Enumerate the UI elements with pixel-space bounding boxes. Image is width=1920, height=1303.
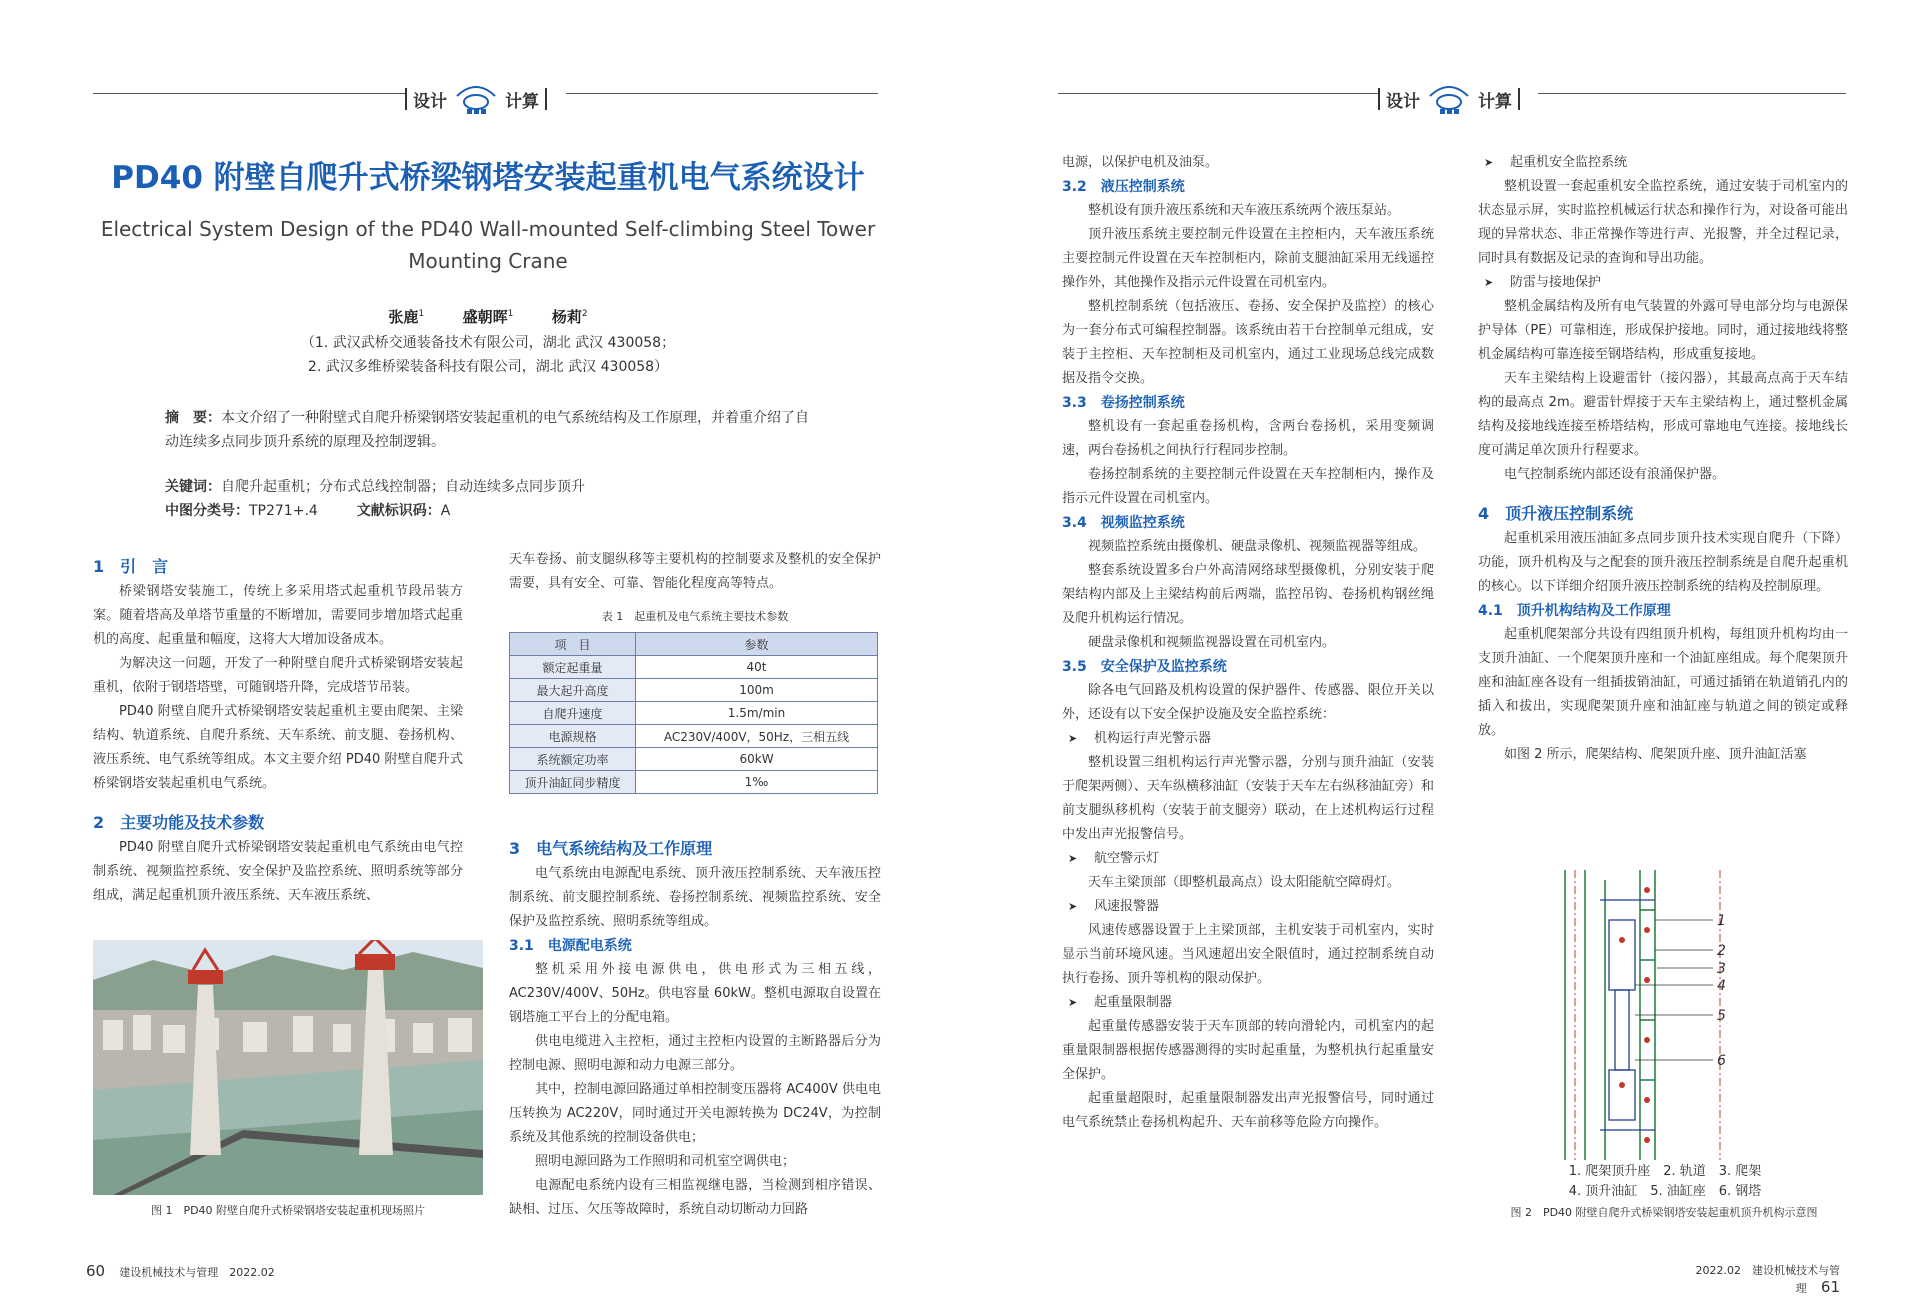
bullet-wind-alarm: ➤ 风速报警器 [1062,895,1434,919]
table-row [510,702,878,725]
table-1 [509,632,878,794]
table-row [510,725,878,748]
header-badge [405,82,547,116]
figure-2-label: 6 [1717,1053,1726,1069]
s32-paragraph-3: 整机控制系统（包括液压、卷扬、安全保护及监控）的核心为一套分布式可编程控制器。该系统由若干台控制单元组成，安装于主控柜、天车控制柜及司机室内，通过工业现场总线完成数据及指令交换。 [1062,299,1434,386]
table-row [510,679,878,702]
figure-2-diagram [1545,870,1785,1160]
section-2-title: 2 主要功能及技术参数 [93,813,265,832]
s3-paragraph-1: 电气系统由电源配电系统、顶升液压控制系统、天车液压控制系统、前支腿控制系统、卷扬控制系统、视频监控系统、安全保护及监控系统、照明系统等组成。 [509,866,881,929]
page-number-left: 60 [86,1262,106,1280]
bullet-4-paragraph-2: 起重量超限时，起重量限制器发出声光报警信号，同时通过电气系统禁止卷扬机构起升、天车前移等危险方向操作。 [1062,1091,1434,1130]
left-column-2 [509,548,881,1222]
table-cell: 电源规格 [510,725,636,748]
title-en [93,213,883,277]
col2-paragraph-1: 天车卷扬、前支腿纵移等主要机构的控制要求及整机的安全保护需要，具有安全、可靠、智能化程度高等特点。 [509,552,881,591]
cloud-computing-icon [1426,82,1472,116]
header-rule-left-2 [566,93,878,94]
table-row [510,771,878,794]
figure-2-label: 3 [1717,961,1726,977]
table-cell: 100m [636,679,878,702]
figure-2-label: 5 [1717,1008,1726,1024]
c3-paragraph-0: 电源，以保护电机及油泵。 [1062,155,1219,170]
bullet-6-paragraph-3: 电气控制系统内部还设有浪涌保护器。 [1504,467,1726,482]
bullet-lightning-ground: ➤ 防雷与接地保护 [1478,271,1848,295]
bullet-warning-alarm: ➤ 机构运行声光警示器 [1062,727,1434,751]
section-4-title: 4 顶升液压控制系统 [1478,504,1634,523]
table-cell: 最大起升高度 [510,679,636,702]
s31-paragraph-2: 供电电缆进入主控柜，通过主控柜内设置的主断路器后分为控制电源、照明电源和动力电源三部分。 [509,1034,881,1073]
s1-paragraph-2: 为解决这一问题，开发了一种附壁自爬升式桥梁钢塔安装起重机，依附于钢塔塔壁，可随钢塔升降，完成塔节吊装。 [93,656,463,695]
s31-paragraph-3: 其中，控制电源回路通过单相控制变压器将 AC400V 供电电压转换为 AC220V，同时通过开关电源转换为 DC24V，为控制系统及其他系统的控制设备供电； [509,1082,881,1145]
s41-paragraph-2: 如图 2 所示，爬架结构、爬架顶升座、顶升油缸活塞 [1504,747,1807,762]
section-1-title: 1 引 言 [93,557,169,576]
figure-2-legend-line1: 1. 爬架顶升座 2. 轨道 3. 爬架 [1568,1164,1762,1179]
table-row [510,748,878,771]
clc-value: TP271+.4 [249,503,318,519]
table-cell: 1‰ [636,771,878,794]
bullet-load-limiter: ➤ 起重量限制器 [1062,991,1434,1015]
s31-paragraph-5: 电源配电系统内设有三相监视继电器，当检测到相序错误、缺相、过压、欠压等故障时，系统自动切断动力回路 [509,1178,881,1217]
s2-paragraph-1: PD40 附壁自爬升式桥梁钢塔安装起重机电气系统由电气控制系统、视频监控系统、安全保护及监控系统、照明系统等部分组成，满足起重机顶升液压系统、天车液压系统、 [93,840,463,903]
s33-paragraph-1: 整机设有一套起重卷扬机构，含两台卷扬机，采用变频调速，两台卷扬机之间执行行程同步控制。 [1062,419,1434,458]
journal-right: 2022.02 建设机械技术与管理 [1695,1264,1840,1295]
figure-2-legend [1545,1162,1785,1202]
bullet-aviation-light: ➤ 航空警示灯 [1062,847,1434,871]
figure-2-legend-line2: 4. 顶升油缸 5. 油缸座 6. 钢塔 [1568,1184,1762,1199]
table-1-caption: 表 1 起重机及电气系统主要技术参数 [601,610,789,623]
table-cell: 40t [636,656,878,679]
s35-paragraph-1: 除各电气回路及机构设置的保护器件、传感器、限位开关以外，还设有以下安全保护设施及安全监控系统： [1062,683,1434,722]
doc-value: A [440,503,451,519]
figure-1-caption: 图 1 PD40 附壁自爬升式桥梁钢塔安装起重机现场照片 [150,1204,426,1217]
page-number-right: 61 [1820,1278,1840,1296]
table-row [510,656,878,679]
title-en-line1: Electrical System Design of the PD40 Wall-mounted Self-climbing Steel Tower [100,217,876,241]
s33-paragraph-2: 卷扬控制系统的主要控制元件设置在天车控制柜内，操作及指示元件设置在司机室内。 [1062,467,1434,506]
table-header-item: 项 目 [510,633,636,656]
table-cell: 1.5m/min [636,702,878,725]
header-rule-right [1058,93,1378,94]
s31-paragraph-4: 照明电源回路为工作照明和司机室空调供电； [535,1154,796,1169]
section-3-3-title: 3.3 卷扬控制系统 [1062,395,1185,411]
bullet-1-paragraph: 整机设置三组机构运行声光警示器，分别与顶升油缸（安装于爬架两侧）、天车纵横移油缸（安装于天车左右纵移油缸旁）和前支腿纵移机构（安装于前支腿旁）联动，在上述机构运行过程中发出声光报警信号。 [1062,755,1434,842]
section-3-2-title: 3.2 液压控制系统 [1062,179,1185,195]
abstract [165,406,815,454]
header-calc-label: 计算 [505,91,539,112]
footer-right [1680,1262,1840,1296]
abstract-text: 本文介绍了一种附壁式自爬升桥梁钢塔安装起重机的电气系统结构及工作原理，并着重介绍了自动连续多点同步顶升系统的原理及控制逻辑。 [165,410,809,450]
table-cell: 额定起重量 [510,656,636,679]
s1-paragraph-3: PD40 附壁自爬升式桥梁钢塔安装起重机主要由爬架、主梁结构、轨道系统、自爬升系统、天车系统、前支腿、卷扬机构、液压系统、电气系统等组成。本文主要介绍 PD40 附壁自爬升式桥梁钢塔安装起重机电气系统。 [93,704,463,791]
s41-paragraph-1: 起重机爬架部分共设有四组顶升机构，每组顶升机构均由一支顶升油缸、一个爬架顶升座和一个油缸座组成。每个爬架顶升座和油缸座各设有一组插拔销油缸，可通过插销在轨道销孔内的插入和拔出，实现爬架顶升座和油缸座与轨道之间的锁定或释放。 [1478,627,1848,738]
table-cell: 系统额定功率 [510,748,636,771]
clc-label: 中图分类号： [165,503,249,519]
figure-2-label: 4 [1717,978,1726,994]
bullet-5-paragraph: 整机设置一套起重机安全监控系统，通过安装于司机室内的状态显示屏，实时监控机械运行状态和操作行为，对设备可能出现的异常状态、非正常操作等进行声、光报警，并全过程记录，同时具有数据及记录的查询和导出功能。 [1478,179,1848,266]
cloud-computing-icon [453,82,499,116]
table-cell: 顶升油缸同步精度 [510,771,636,794]
bullet-4-paragraph-1: 起重量传感器安装于天车顶部的转向滑轮内，司机室内的起重量限制器根据传感器测得的实时起重量，为整机执行起重量安全保护。 [1062,1019,1434,1082]
section-3-5-title: 3.5 安全保护及监控系统 [1062,659,1227,675]
footer-left [86,1262,275,1280]
s34-paragraph-2: 整套系统设置多台户外高清网络球型摄像机，分别安装于爬架结构内部及上主梁结构前后两端，监控吊钩、卷扬机构钢丝绳及爬升机构运行情况。 [1062,563,1434,626]
s32-paragraph-2: 顶升液压系统主要控制元件设置在主控柜内，天车液压系统主要控制元件设置在天车控制柜内，除前支腿油缸采用无线遥控操作外，其他操作及指示元件设置在司机室内。 [1062,227,1434,290]
title-cn: PD40 附壁自爬升式桥梁钢塔安装起重机电气系统设计 [111,160,865,196]
header-calc-label-right: 计算 [1478,91,1512,112]
header-design-label: 设计 [413,91,447,112]
title-en-line2: Mounting Crane [408,249,568,273]
header-design-label-right: 设计 [1386,91,1420,112]
left-column-1 [93,554,463,908]
s1-paragraph-1: 桥梁钢塔安装施工，传统上多采用塔式起重机节段吊装方案。随着塔高及单塔节重量的不断增加，需要同步增加塔式起重机的高度、起重量和幅度，这将大大增加设备成本。 [93,584,463,647]
author-3: 杨莉 [551,308,582,326]
section-4-1-title: 4.1 顶升机构结构及工作原理 [1478,603,1671,619]
figure-2-label: 2 [1717,943,1726,959]
header-rule-left [93,93,405,94]
figure-2-caption: 图 2 PD40 附壁自爬升式桥梁钢塔安装起重机顶升机构示意图 [1510,1206,1818,1219]
bullet-6-paragraph-1: 整机金属结构及所有电气装置的外露可导电部分均与电源保护导体（PE）可靠相连，形成保护接地。同时，通过接地线将整机金属结构可靠连接至钢塔结构，形成重复接地。 [1478,299,1848,362]
header-rule-right-2 [1538,93,1846,94]
keywords-label: 关键词： [165,479,221,495]
table-cell: AC230V/400V，50Hz，三相五线 [636,725,878,748]
affiliations [93,331,883,379]
author-2: 盛朝晖 [462,308,508,326]
authors: 张鹿$^1$ 盛朝晖$^1$ 杨莉$^2$ [388,308,588,326]
bullet-2-paragraph: 天车主梁顶部（即整机最高点）设太阳能航空障碍灯。 [1088,875,1401,890]
affiliation-2: 2. 武汉多维桥梁装备科技有限公司，湖北 武汉 430058） [307,359,669,375]
figure-1-photo [93,940,483,1195]
author-1: 张鹿 [388,308,419,326]
keywords-text: 自爬升起重机；分布式总线控制器；自动连续多点同步顶升 [221,479,585,495]
bullet-6-paragraph-2: 天车主梁结构上设避雷针（接闪器），其最高点高于天车结构的最高点 2m。避雷针焊接于天车主梁结构上，通过整机金属结构及接地线连接至桥塔结构，形成可靠地电气连接。接地线长度可满足单次顶升行程要求。 [1478,371,1848,458]
section-3-title: 3 电气系统结构及工作原理 [509,839,713,858]
s34-paragraph-1: 视频监控系统由摄像机、硬盘录像机、视频监视器等组成。 [1088,539,1427,554]
s32-paragraph-1: 整机设有顶升液压系统和天车液压系统两个液压泵站。 [1088,203,1401,218]
bullet-safety-monitor: ➤ 起重机安全监控系统 [1478,151,1848,175]
affiliation-1: （1. 武汉武桥交通装备技术有限公司，湖北 武汉 430058； [300,335,676,351]
doc-label: 文献标识码： [356,503,441,519]
header-badge-right [1378,82,1520,116]
s31-paragraph-1: 整机采用外接电源供电，供电形式为三相五线，AC230V/400V、50Hz。供电容量 60kW。整机电源取自设置在钢塔施工平台上的分配电箱。 [509,962,881,1025]
table-header-param: 参数 [636,633,878,656]
figure-2-label: 1 [1717,913,1726,929]
table-cell: 自爬升速度 [510,702,636,725]
right-column-1 [1062,151,1434,1135]
table-cell: 60kW [636,748,878,771]
abstract-label: 摘 要： [165,410,221,426]
section-3-1-title: 3.1 电源配电系统 [509,938,632,954]
journal-left: 建设机械技术与管理 2022.02 [119,1266,275,1279]
s4-paragraph-1: 起重机采用液压油缸多点同步顶升技术实现自爬升（下降）功能，顶升机构及与之配套的顶升液压控制系统是自爬升起重机的核心。以下详细介绍顶升液压控制系统的结构及控制原理。 [1478,531,1848,594]
right-column-2 [1478,151,1848,767]
bullet-3-paragraph: 风速传感器设置于上主梁顶部，主机安装于司机室内，实时显示当前环境风速。当风速超出安全限值时，通过控制系统自动执行卷扬、顶升等机构的限动保护。 [1062,923,1434,986]
keywords [165,475,815,499]
section-3-4-title: 3.4 视频监控系统 [1062,515,1185,531]
s34-paragraph-3: 硬盘录像机和视频监视器设置在司机室内。 [1088,635,1336,650]
classification [165,499,815,523]
